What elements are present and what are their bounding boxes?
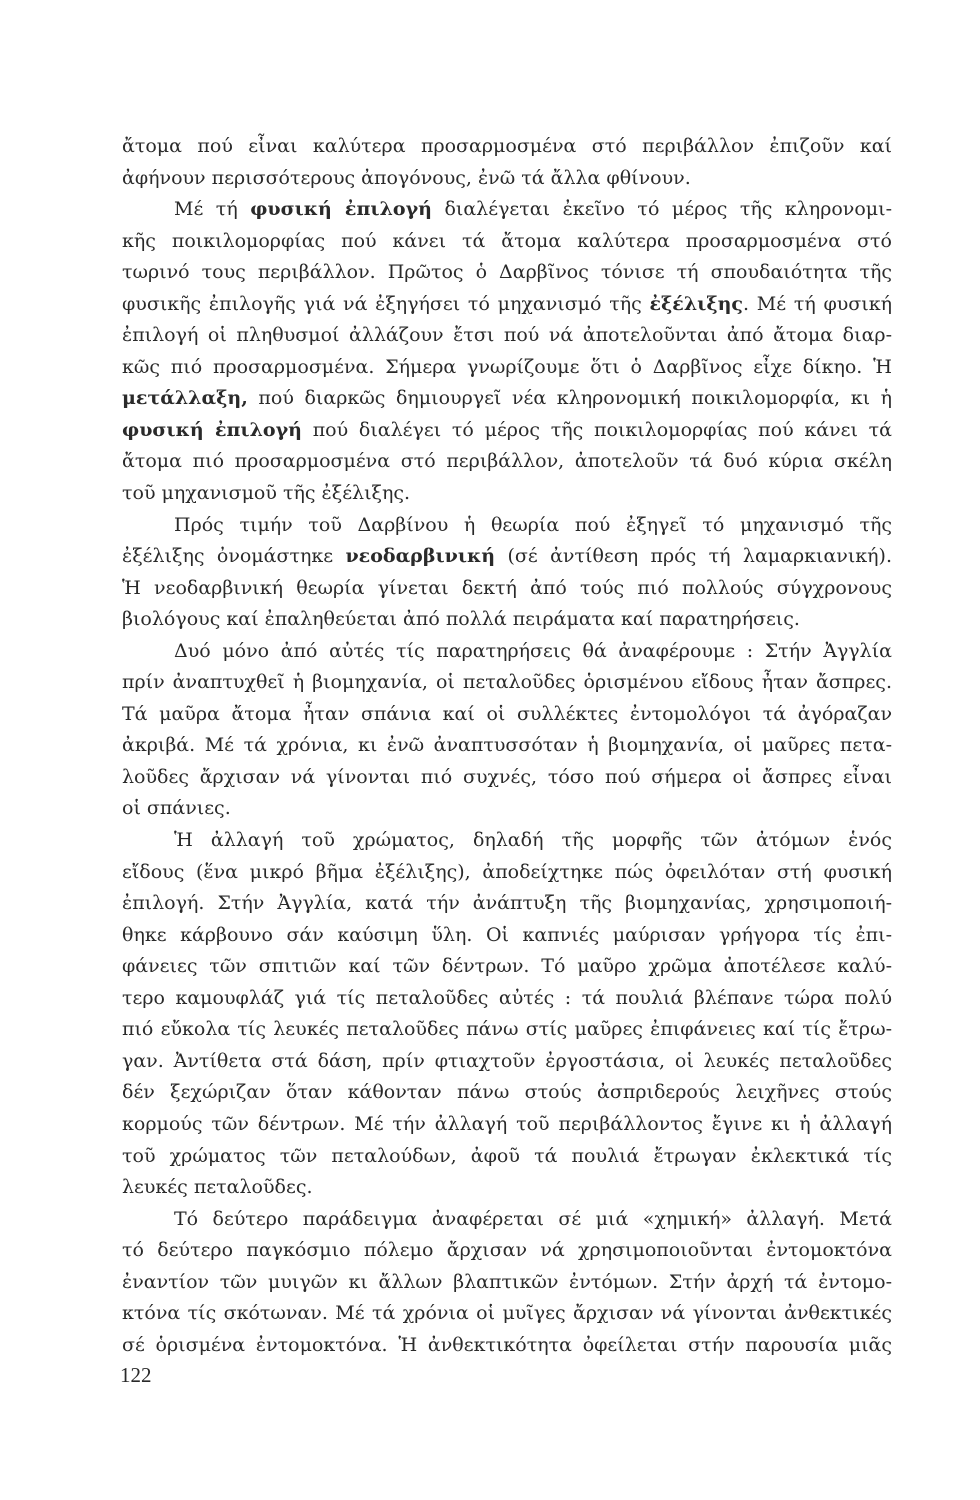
body-text: [122, 131, 892, 1361]
text-line: [122, 1014, 892, 1046]
text-line: [122, 131, 892, 163]
page-number: 122: [120, 1363, 152, 1387]
text-line: [122, 510, 892, 542]
text-line: [122, 1141, 892, 1173]
text-run: πιό εὔκολα τίς λευκές πεταλοῦδες πάνω στίς μαῦρες ἐπιφάνειες καί τίς ἔτρω-: [122, 1018, 892, 1041]
text-line: [122, 762, 892, 794]
text-line: [122, 667, 892, 699]
text-line: [122, 1267, 892, 1299]
text-run: τοῦ μηχανισμοῦ τῆς ἐξέλιξης.: [122, 482, 411, 505]
text-line: [122, 825, 892, 857]
bold-term: φυσική ἐπιλογή: [122, 418, 302, 441]
text-run: γαν. Ἀντίθετα στά δάση, πρίν φτιαχτοῦν ἐργοστάσια, οἱ λευκές πεταλοῦδες: [122, 1049, 892, 1072]
text-line: [122, 1077, 892, 1109]
text-run: ἄτομα πού εἶναι καλύτερα προσαρμοσμένα στό περιβάλλον ἐπιζοῦν καί: [122, 135, 892, 157]
text-run: τό δεύτερο παγκόσμιο πόλεμο ἄρχισαν νά χρησιμοποιοῦνται ἐντομοκτόνα: [122, 1239, 892, 1262]
text-line: [122, 604, 892, 636]
text-run: πού διαλέγει τό μέρος τῆς ποικιλομορφίας πού κάνει τά: [301, 418, 892, 441]
text-run: σέ ὁρισμένα ἐντομοκτόνα. Ἡ ἀνθεκτικότητα ὀφείλεται στήν παρουσία μιᾶς: [122, 1333, 892, 1356]
text-line: [122, 1172, 892, 1204]
text-run: πού διαρκῶς δημιουργεῖ νέα κληρονομική ποικιλομορφία, κι ἡ: [247, 387, 892, 410]
text-run: Δυό μόνο ἀπό αὐτές τίς παρατηρήσεις θά ἀναφέρουμε : Στήν Ἀγγλία: [174, 639, 892, 662]
text-run: κορμούς τῶν δέντρων. Μέ τήν ἀλλαγή τοῦ περιβάλλοντος ἔγινε κι ἡ ἀλλαγή: [122, 1112, 892, 1135]
text-run: κτόνα τίς σκότωναν. Μέ τά χρόνια οἱ μυῖγες ἄρχισαν νά γίνονται ἀνθεκτικές: [122, 1302, 892, 1325]
text-run: λευκές πεταλοῦδες.: [122, 1176, 313, 1199]
text-run: τωρινό τους περιβάλλον. Πρῶτος ὁ Δαρβῖνος τόνισε τή σπουδαιότητα τῆς: [122, 261, 892, 284]
text-run: Ἡ ἀλλαγή τοῦ χρώματος, δηλαδή τῆς μορφῆς τῶν ἀτόμων ἑνός: [174, 829, 892, 852]
text-line: [122, 478, 892, 510]
text-line: [122, 289, 892, 321]
text-run: (σέ ἀντίθεση πρός τή λαμαρκιανική).: [495, 545, 892, 568]
text-line: [122, 446, 892, 478]
text-line: [122, 699, 892, 731]
text-run: κῶς πιό προσαρμοσμένα. Σήμερα γνωρίζουμε ὅτι ὁ Δαρβῖνος εἶχε δίκηο. Ἡ: [122, 355, 892, 378]
bold-term: μετάλλαξη,: [122, 387, 248, 410]
text-run: κῆς ποικιλομορφίας πού κάνει τά ἄτομα καλύτερα προσαρμοσμένα στό: [122, 229, 892, 252]
text-run: εἴδους (ἕνα μικρό βῆμα ἐξέλιξης), ἀποδείχτηκε πώς ὀφειλόταν στή φυσική: [122, 860, 892, 883]
text-line: [122, 1330, 892, 1362]
text-run: Τό δεύτερο παράδειγμα ἀναφέρεται σέ μιά «χημική» ἀλλαγή. Μετά: [174, 1207, 892, 1230]
text-run: . Μέ τή φυσική: [743, 292, 892, 315]
text-run: ἐξέλιξης ὀνομάστηκε: [122, 545, 346, 568]
text-run: ἄτομα πιό προσαρμοσμένα στό περιβάλλον, ἀποτελοῦν τά δυό κύρια σκέλη: [122, 450, 892, 473]
text-line: [122, 194, 892, 226]
text-line: [122, 257, 892, 289]
text-line: [122, 793, 892, 825]
bold-term: ἐξέλιξης: [649, 292, 743, 315]
text-run: διαλέγεται ἐκεῖνο τό μέρος τῆς κληρονομι-: [431, 198, 893, 221]
text-line: [122, 541, 892, 573]
text-run: Μέ τή: [174, 198, 251, 221]
text-line: [122, 383, 892, 415]
text-run: Πρός τιμήν τοῦ Δαρβίνου ἡ θεωρία πού ἐξηγεῖ τό μηχανισμό τῆς: [174, 513, 892, 536]
text-run: δέν ξεχώριζαν ὅταν κάθονταν πάνω στούς ἀσπριδερούς λειχῆνες στούς: [122, 1081, 892, 1104]
text-line: [122, 857, 892, 889]
text-line: [122, 920, 892, 952]
text-line: [122, 320, 892, 352]
text-run: φάνειες τῶν σπιτιῶν καί τῶν δέντρων. Τό μαῦρο χρῶμα ἀποτέλεσε καλύ-: [122, 955, 892, 978]
text-line: [122, 1109, 892, 1141]
text-line: [122, 1046, 892, 1078]
text-line: [122, 983, 892, 1015]
text-run: πρίν ἀναπτυχθεῖ ἡ βιομηχανία, οἱ πεταλοῦδες ὁρισμένου εἴδους ἦταν ἄσπρες.: [122, 671, 892, 694]
text-line: [122, 730, 892, 762]
text-run: τοῦ χρώματος τῶν πεταλούδων, ἀφοῦ τά πουλιά ἔτρωγαν ἐκλεκτικά τίς: [122, 1144, 892, 1167]
text-run: ἐπιλογή. Στήν Ἀγγλία, κατά τήν ἀνάπτυξη τῆς βιομηχανίας, χρησιμοποιή-: [122, 892, 892, 915]
text-run: θηκε κάρβουνο σάν καύσιμη ὕλη. Οἱ καπνιές μαύρισαν γρήγορα τίς ἐπι-: [122, 923, 892, 946]
text-run: βιολόγους καί ἐπαληθεύεται ἀπό πολλά πειράματα καί παρατηρήσεις.: [122, 608, 800, 631]
text-run: ἐναντίον τῶν μυιγῶν κι ἄλλων βλαπτικῶν ἐντόμων. Στήν ἀρχή τά ἐντομο-: [122, 1270, 892, 1293]
text-run: Τά μαῦρα ἄτομα ἦταν σπάνια καί οἱ συλλέκτες ἐντομολόγοι τά ἀγόραζαν: [122, 702, 892, 725]
text-line: [122, 226, 892, 258]
text-line: [122, 1204, 892, 1236]
text-line: [122, 415, 892, 447]
bold-term: φυσική ἐπιλογή: [250, 198, 432, 221]
text-line: [122, 352, 892, 384]
text-run: οἱ σπάνιες.: [122, 797, 231, 820]
text-run: τερο καμουφλάζ γιά τίς πεταλοῦδες αὐτές : τά πουλιά βλέπανε τώρα πολύ: [122, 986, 892, 1009]
text-run: Ἡ νεοδαρβινική θεωρία γίνεται δεκτή ἀπό τούς πιό πολλούς σύγχρονους: [122, 576, 892, 599]
text-run: ἐπιλογή οἱ πληθυσμοί ἀλλάζουν ἔτσι πού νά ἀποτελοῦνται ἀπό ἄτομα διαρ-: [122, 324, 892, 347]
text-run: ἀφήνουν περισσότερους ἀπογόνους, ἐνῶ τά ἄλλα φθίνουν.: [122, 166, 691, 189]
text-run: λοῦδες ἄρχισαν νά γίνονται πιό συχνές, τόσο πού σήμερα οἱ ἄσπρες εἶναι: [122, 765, 892, 788]
text-line: [122, 573, 892, 605]
text-line: [122, 951, 892, 983]
text-line: [122, 163, 892, 195]
text-run: ἀκριβά. Μέ τά χρόνια, κι ἐνῶ ἀναπτυσσόταν ἡ βιομηχανία, οἱ μαῦρες πετα-: [122, 734, 892, 757]
text-line: [122, 1235, 892, 1267]
text-line: [122, 1298, 892, 1330]
text-run: φυσικῆς ἐπιλογῆς γιά νά ἐξηγήσει τό μηχανισμό τῆς: [122, 292, 650, 315]
text-line: [122, 888, 892, 920]
text-line: [122, 636, 892, 668]
bold-term: νεοδαρβινική: [345, 545, 496, 568]
